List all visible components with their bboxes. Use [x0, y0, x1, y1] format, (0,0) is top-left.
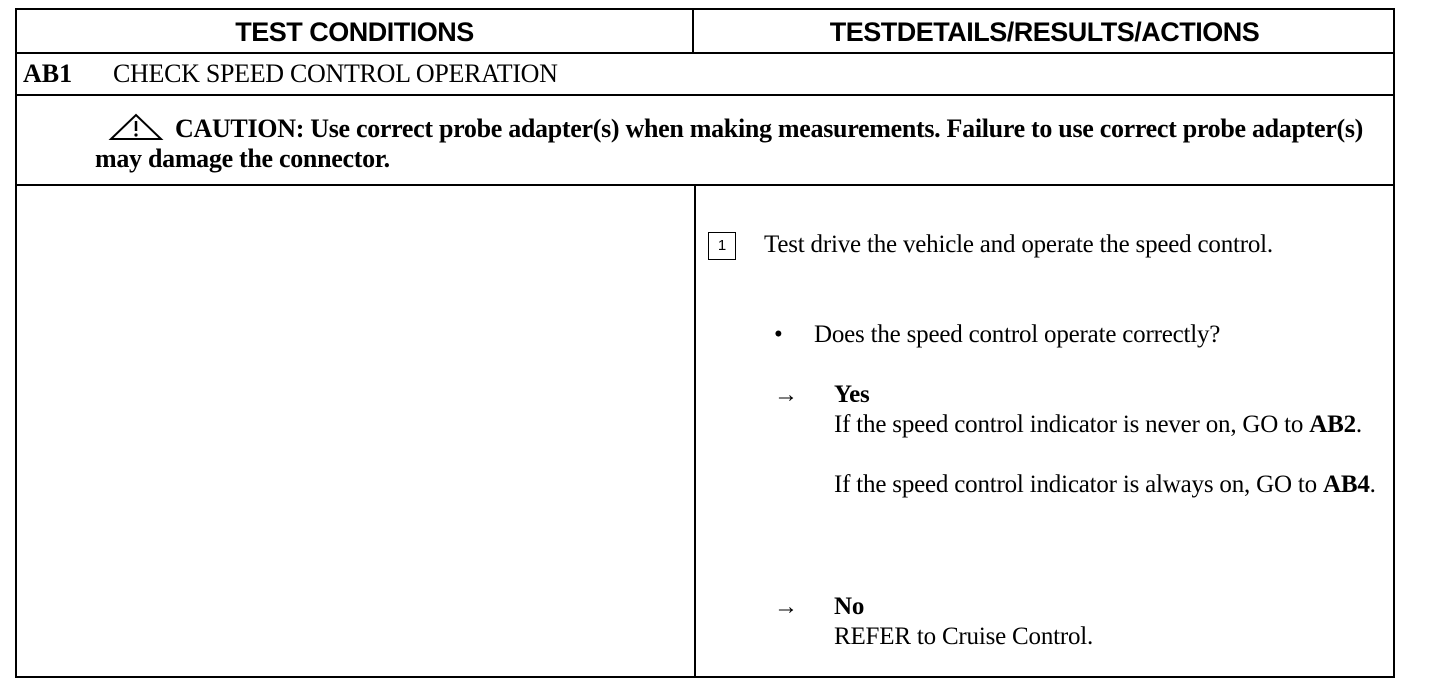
arrow-right-icon: → — [774, 382, 798, 408]
question-text: Does the speed control operate correctly? — [814, 321, 1221, 348]
yes-answer — [834, 380, 1384, 500]
diagnostic-table — [15, 8, 1395, 678]
test-details-cell — [696, 184, 1395, 676]
caution-text: CAUTION: Use correct probe adapter(s) when making measurements. Failure to use correct probe adapter(s) may damage the connector. — [95, 114, 1364, 173]
step-number-box: 1 — [708, 232, 736, 260]
header-test-details: TESTDETAILS/RESULTS/ACTIONS — [829, 17, 1260, 47]
header-test-conditions: TEST CONDITIONS — [17, 10, 694, 52]
table-header-row — [17, 10, 1393, 54]
ref-ab4-link[interactable]: AB4 — [1322, 471, 1370, 498]
step-id: AB1 — [23, 59, 73, 88]
yes-label: Yes — [834, 381, 870, 408]
instruction-text: Test drive the vehicle and operate the speed control. — [764, 231, 1273, 258]
bullet-icon: • — [774, 321, 783, 348]
no-label: No — [834, 593, 865, 620]
yes-line-1: If the speed control indicator is never on, GO to AB2. — [834, 411, 1362, 438]
test-conditions-cell — [17, 184, 696, 676]
no-answer — [834, 592, 1384, 652]
step-title-row — [17, 52, 1393, 96]
no-text: REFER to Cruise Control. — [834, 623, 1094, 650]
ref-ab2-link[interactable]: AB2 — [1309, 411, 1356, 438]
caution-row — [17, 94, 1393, 186]
arrow-right-icon: → — [774, 594, 798, 620]
yes-line-2: If the speed control indicator is always on, GO to AB4. — [834, 471, 1376, 498]
step-title: CHECK SPEED CONTROL OPERATION — [113, 59, 558, 88]
